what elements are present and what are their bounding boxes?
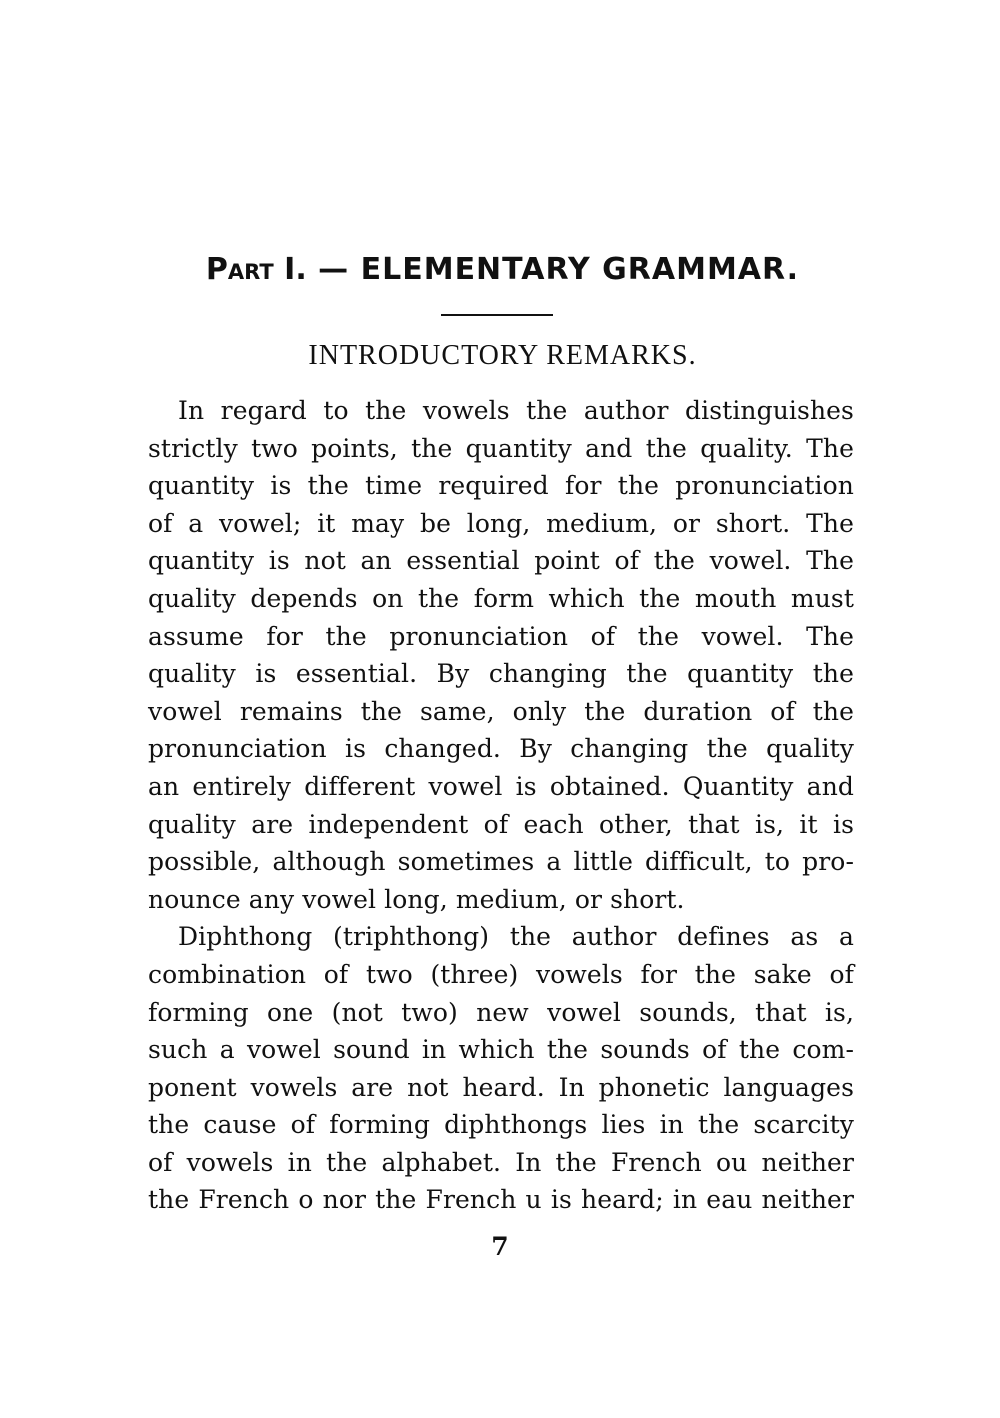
paragraph-1 [148, 392, 854, 918]
text-line: Diphthong (triphthong) the author defines as a [178, 922, 854, 952]
text-line: assume for the pronunciation of the vowel. The [148, 621, 854, 651]
text-line: quantity is the time required for the pronunciation [148, 471, 854, 501]
text-line: of vowels in the alphabet. In the French ou neither [148, 1147, 854, 1177]
text-line: quality depends on the form which the mouth must [148, 583, 854, 613]
part-label: Part I. [205, 252, 307, 287]
part-heading [150, 250, 855, 290]
text-line: an entirely different vowel is obtained. Quantity and [148, 771, 854, 801]
text-line: ponent vowels are not heard. In phonetic languages [148, 1072, 854, 1102]
text-line: quality are independent of each other, that is, it is [148, 809, 854, 839]
part-title: ELEMENTARY GRAMMAR. [360, 252, 800, 287]
heading-rule [441, 314, 553, 316]
text-line: quantity is not an essential point of the vowel. The [148, 546, 854, 576]
text-line: such a vowel sound in which the sounds of the com- [148, 1035, 854, 1065]
paragraph-2 [148, 918, 854, 1219]
text-line: nounce any vowel long, medium, or short. [148, 884, 685, 914]
text-line: forming one (not two) new vowel sounds, that is, [148, 997, 854, 1027]
page-number: 7 [491, 1232, 509, 1261]
text-line: quality is essential. By changing the quantity the [148, 659, 854, 689]
text-line: possible, although sometimes a little difficult, to pro- [148, 847, 854, 877]
text-line: pronunciation is changed. By changing the quality [148, 734, 854, 764]
text-line: the cause of forming diphthongs lies in the scarcity [148, 1110, 854, 1140]
heading-dash: — [306, 252, 361, 287]
text-line: strictly two points, the quantity and the quality. The [148, 433, 854, 463]
body-text [148, 392, 854, 1219]
text-line: of a vowel; it may be long, medium, or short. The [148, 508, 854, 538]
text-line: the French o nor the French u is heard; in eau neither [148, 1185, 854, 1215]
text-line: vowel remains the same, only the duration of the [148, 696, 854, 726]
text-line: In regard to the vowels the author distinguishes [178, 396, 854, 425]
section-heading: INTRODUCTORY REMARKS. [308, 340, 697, 371]
text-line: combination of two (three) vowels for the sake of [148, 959, 854, 989]
